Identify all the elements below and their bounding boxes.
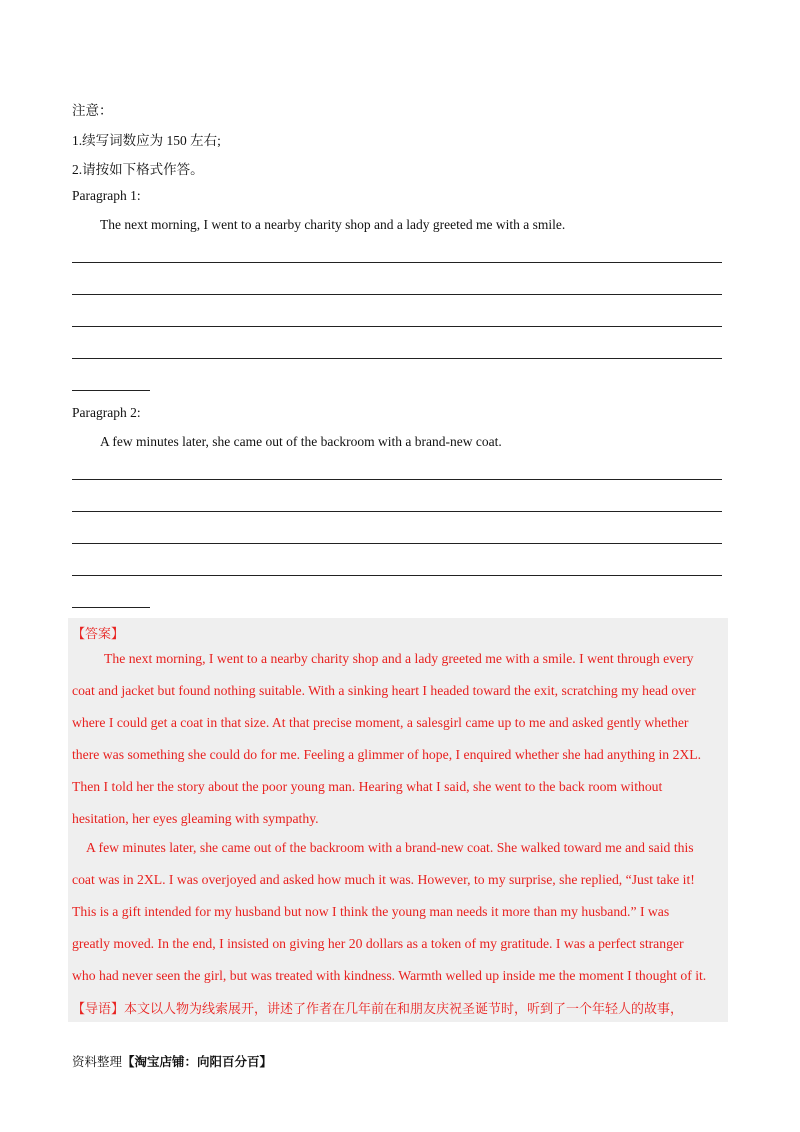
paragraph-2-label: Paragraph 2: <box>72 405 141 420</box>
footer <box>72 1052 272 1070</box>
writing-line <box>72 262 722 263</box>
answer-line: who had never seen the girl, but was treated with kindness. Warmth welled up inside me the moment I thought of it. <box>72 968 707 983</box>
guide-paragraph <box>72 998 683 1017</box>
answer-line: The next morning, I went to a nearby charity shop and a lady greeted me with a smile. I went through every <box>104 651 694 666</box>
answer-line: coat was in 2XL. I was overjoyed and asked how much it was. However, to my surprise, she replied, “Just take it! <box>72 872 695 887</box>
notes-item-2: 2.请按如下格式作答。 <box>72 162 204 177</box>
paragraph-1-starter: The next morning, I went to a nearby charity shop and a lady greeted me with a smile. <box>100 217 566 232</box>
notes-item-1: 1.续写词数应为 150 左右; <box>72 133 221 148</box>
answer-line: there was something she could do for me. Feeling a glimmer of hope, I enquired whether she had anything in 2XL. <box>72 747 702 762</box>
writing-line <box>72 479 722 480</box>
paragraph-1-label: Paragraph 1: <box>72 188 141 203</box>
answer-line: Then I told her the story about the poor young man. Hearing what I said, she went to the back room without <box>72 779 663 794</box>
answer-line: hesitation, her eyes gleaming with sympathy. <box>72 811 319 826</box>
writing-line <box>72 511 722 512</box>
answer-line: A few minutes later, she came out of the backroom with a brand-new coat. She walked toward me and said this <box>86 840 694 855</box>
guide-text: 本文以人物为线索展开，讲述了作者在几年前在和朋友庆祝圣诞节时，听到了一个年轻人的故事， <box>124 1002 684 1017</box>
writing-line <box>72 358 722 359</box>
writing-line-short <box>72 390 150 391</box>
writing-line-short <box>72 607 150 608</box>
footer-label: 资料整理 <box>72 1054 123 1069</box>
writing-line <box>72 294 722 295</box>
footer-shop: 【淘宝店铺：向阳百分百】 <box>122 1054 273 1069</box>
answer-line: This is a gift intended for my husband but now I think the young man needs it more than my husband.” I was <box>72 904 670 919</box>
notes-heading: 注意： <box>72 103 113 118</box>
guide-tag: 【导语】 <box>72 1002 125 1017</box>
answer-line: greatly moved. In the end, I insisted on giving her 20 dollars as a token of my gratitude. I was a perfect stranger <box>72 936 684 951</box>
answer-line: coat and jacket but found nothing suitable. With a sinking heart I headed toward the exit, scratching my head over <box>72 683 696 698</box>
paragraph-2-starter: A few minutes later, she came out of the backroom with a brand-new coat. <box>100 434 502 449</box>
answer-tag: 【答案】 <box>72 627 125 642</box>
writing-line <box>72 575 722 576</box>
writing-line <box>72 543 722 544</box>
writing-line <box>72 326 722 327</box>
answer-line: where I could get a coat in that size. At that precise moment, a salesgirl came up to me and asked gently whether <box>72 715 689 730</box>
